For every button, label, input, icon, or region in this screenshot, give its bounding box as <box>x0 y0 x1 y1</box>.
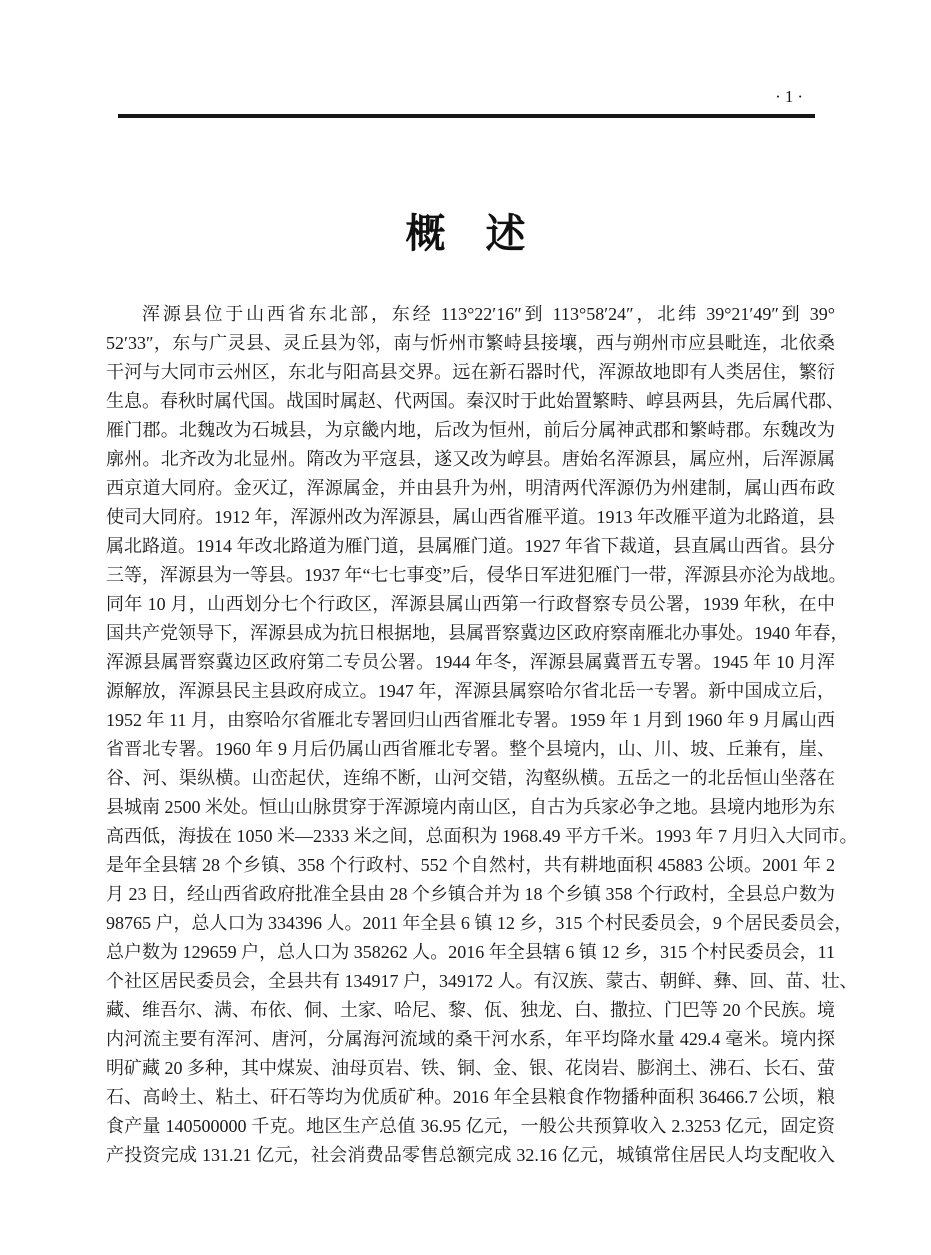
body-line: 省晋北专署。1960 年 9 月后仍属山西省雁北专署。整个县境内，山、川、坡、丘兼有，崖、 <box>106 739 835 759</box>
body-line: 廓州。北齐改为北显州。隋改为平寇县，遂又改为崞县。唐始名浑源县，属应州，后浑源属 <box>106 449 835 469</box>
body-line: 产投资完成 131.21 亿元，社会消费品零售总额完成 32.16 亿元，城镇常住居民人均支配收入 <box>106 1145 835 1165</box>
body-line: 国共产党领导下，浑源县成为抗日根据地，县属晋察冀边区政府察南雁北办事处。1940 年春， <box>106 623 849 643</box>
body-line: 县城南 2500 米处。恒山山脉贯穿于浑源境内南山区，自古为兵家必争之地。县境内地形为东 <box>106 797 835 817</box>
body-line: 是年全县辖 28 个乡镇、358 个行政村、552 个自然村，共有耕地面积 45883 公顷。2001 年 2 <box>106 855 835 875</box>
body-line: 个社区居民委员会，全县共有 134917 户，349172 人。有汉族、蒙古、朝鲜、彝、回、苗、壮、 <box>106 971 858 991</box>
header-double-rule <box>118 114 815 118</box>
body-line: 浑源县属晋察冀边区政府第二专员公署。1944 年冬，浑源县属冀晋五专署。1945 年 10 月浑 <box>106 652 835 672</box>
body-line: 月 23 日，经山西省政府批准全县由 28 个乡镇合并为 18 个乡镇 358 个行政村，全县总户数为 <box>106 884 835 904</box>
body-line: 属北路道。1914 年改北路道为雁门道，县属雁门道。1927 年省下裁道，县直属山西省。县分 <box>106 536 835 556</box>
body-line: 明矿藏 20 多种，其中煤炭、油母页岩、铁、铜、金、银、花岗岩、膨润土、沸石、长石、萤 <box>106 1058 835 1078</box>
body-line: 同年 10 月，山西划分七个行政区，浑源县属山西第一行政督察专员公署，1939 年秋，在中 <box>106 594 835 614</box>
body-line: 西京道大同府。金灭辽，浑源属金，并由县升为州，明清两代浑源仍为州建制，属山西布政 <box>106 478 835 498</box>
body-line: 雁门郡。北魏改为石城县，为京畿内地，后改为恒州，前后分属神武郡和繁峙郡。东魏改为 <box>106 420 835 440</box>
body-line: 食产量 140500000 千克。地区生产总值 36.95 亿元，一般公共预算收入 2.3253 亿元，固定资 <box>106 1116 835 1136</box>
body-line: 生息。春秋时属代国。战国时属赵、代两国。秦汉时于此始置繁畤、崞县两县，先后属代郡、 <box>106 391 844 411</box>
body-text <box>106 300 858 1170</box>
page-number: ·1· <box>775 87 807 106</box>
body-line: 98765 户，总人口为 334396 人。2011 年全县 6 镇 12 乡，315 个村民委员会，9 个居民委员会， <box>106 913 853 933</box>
body-line: 石、高岭土、粘土、矸石等均为优质矿种。2016 年全县粮食作物播种面积 36466.7 公顷，粮 <box>106 1087 835 1107</box>
page-title: 概 述 <box>405 211 526 256</box>
body-line: 谷、河、渠纵横。山峦起伏，连绵不断，山河交错，沟壑纵横。五岳之一的北岳恒山坐落在 <box>106 768 835 788</box>
body-line: 藏、维吾尔、满、布依、侗、土家、哈尼、黎、佤、独龙、白、撒拉、门巴等 20 个民族。境 <box>106 1000 835 1020</box>
body-line: 使司大同府。1912 年，浑源州改为浑源县，属山西省雁平道。1913 年改雁平道为北路道，县 <box>106 507 835 527</box>
body-line: 源解放，浑源县民主县政府成立。1947 年，浑源县属察哈尔省北岳一专署。新中国成立后， <box>106 681 835 701</box>
body-line: 三等，浑源县为一等县。1937 年“七七事变”后，侵华日军进犯雁门一带，浑源县亦沦为战地。 <box>106 565 847 585</box>
body-line: 干河与大同市云州区，东北与阳高县交界。远在新石器时代，浑源故地即有人类居住，繁衍 <box>106 362 835 382</box>
body-line: 高西低，海拔在 1050 米—2333 米之间，总面积为 1968.49 平方千米。1993 年 7 月归入大同市。 <box>106 826 858 846</box>
body-line: 52′33″，东与广灵县、灵丘县为邻，南与忻州市繁峙县接壤，西与朔州市应县毗连，北依桑 <box>106 333 835 353</box>
body-line: 1952 年 11 月，由察哈尔省雁北专署回归山西省雁北专署。1959 年 1 月到 1960 年 9 月属山西 <box>106 710 835 730</box>
body-line: 内河流主要有浑河、唐河，分属海河流域的桑干河水系，年平均降水量 429.4 毫米。境内探 <box>106 1029 835 1049</box>
body-line: 总户数为 129659 户，总人口为 358262 人。2016 年全县辖 6 镇 12 乡，315 个村民委员会，11 <box>106 942 835 962</box>
body-line: 浑源县位于山西省东北部，东经 113°22′16″到 113°58′24″，北纬 39°21′49″到 39° <box>142 304 835 324</box>
